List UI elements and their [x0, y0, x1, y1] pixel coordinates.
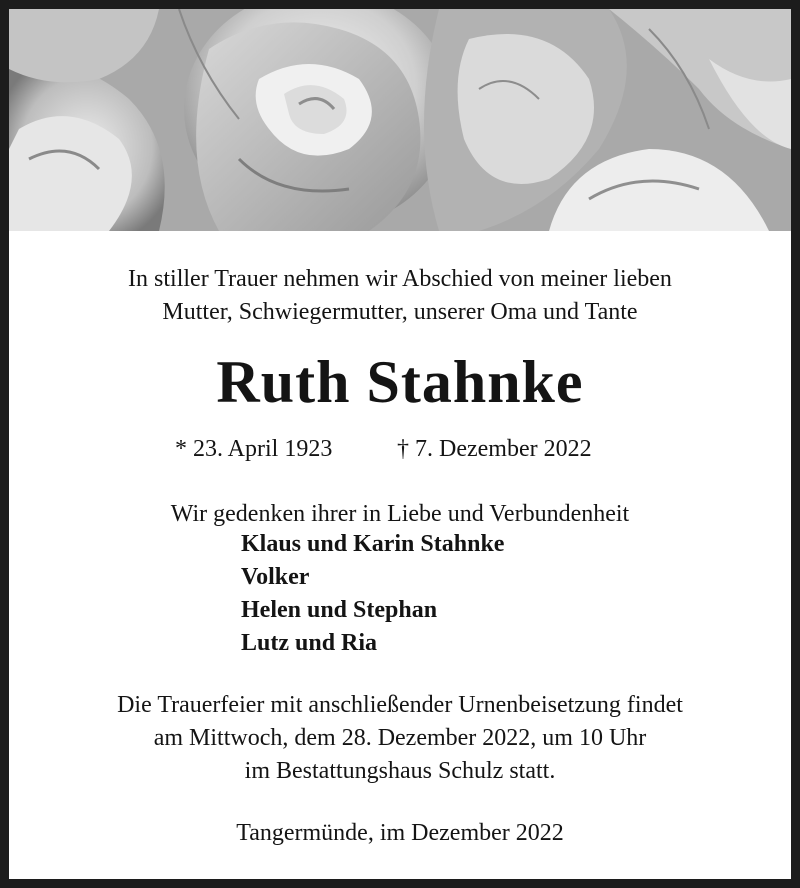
- service-line-2: am Mittwoch, dem 28. Dezember 2022, um 10 Uhr: [153, 725, 647, 751]
- mourner-name: Lutz und Ria: [241, 630, 378, 656]
- death-date: † 7. Dezember 2022: [397, 436, 592, 462]
- mourner-name: Volker: [241, 564, 310, 590]
- service-line-1: Die Trauerfeier mit anschließender Urnenbeisetzung findet: [117, 692, 683, 718]
- mourner-name: Klaus und Karin Stahnke: [241, 531, 505, 557]
- service-line-3: im Bestattungshaus Schulz statt.: [244, 758, 556, 784]
- intro-line-1: In stiller Trauer nehmen wir Abschied von meiner lieben: [128, 266, 672, 292]
- deceased-name: Ruth Stahnke: [216, 349, 584, 415]
- roses-photo: [9, 9, 791, 231]
- birth-date: * 23. April 1923: [175, 436, 333, 462]
- mourner-name: Helen und Stephan: [241, 597, 438, 623]
- place-date: Tangermünde, im Dezember 2022: [236, 820, 564, 846]
- mourners-list: [241, 528, 504, 660]
- intro-line-2: Mutter, Schwiegermutter, unserer Oma und Tante: [162, 299, 638, 325]
- obituary-notice: [9, 9, 791, 879]
- remembrance-line: Wir gedenken ihrer in Liebe und Verbundenheit: [170, 501, 630, 527]
